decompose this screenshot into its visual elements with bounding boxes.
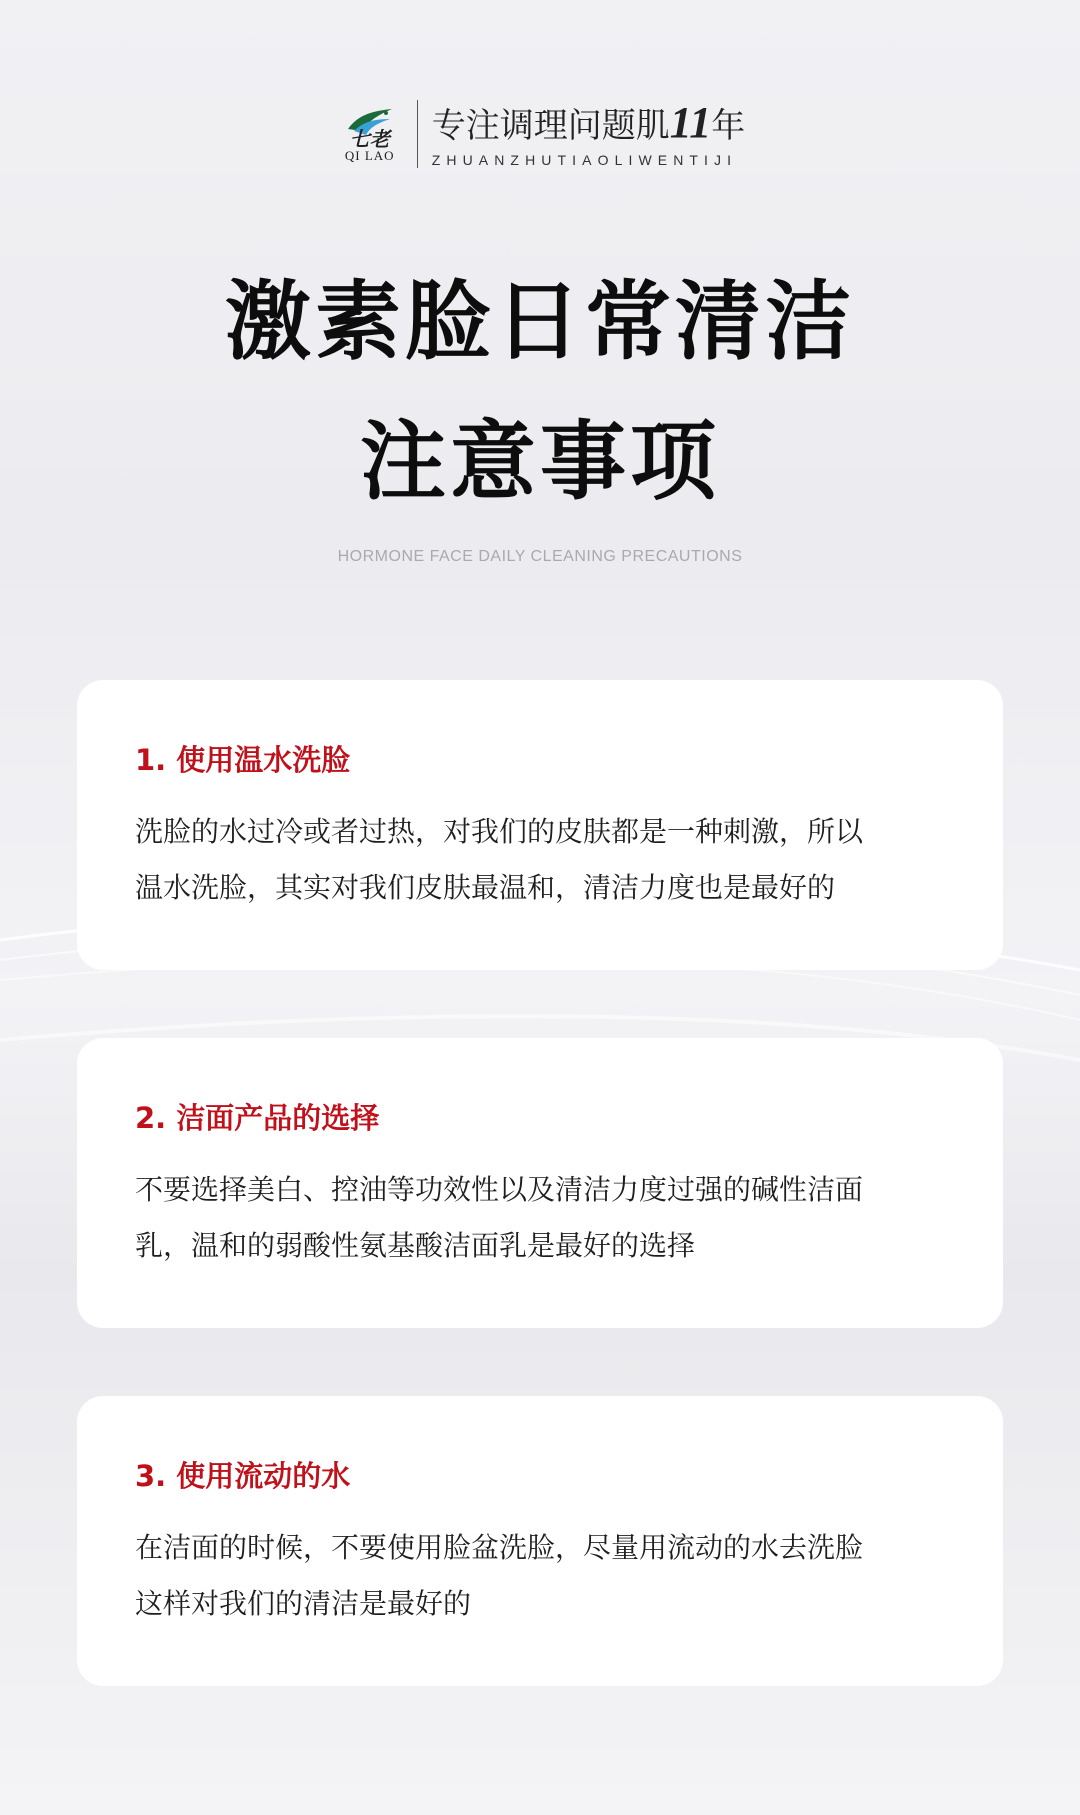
tip-body-line: 不要选择美白、控油等功效性以及清洁力度过强的碱性洁面 (135, 1173, 864, 1206)
header-divider (417, 100, 418, 168)
slogan-text (431, 97, 746, 148)
tip-body-line: 在洁面的时候，不要使用脸盆洗脸，尽量用流动的水去洗脸 (135, 1531, 864, 1564)
slogan-years: 11 (669, 97, 712, 147)
tip-body-line: 乳，温和的弱酸性氨基酸洁面乳是最好的选择 (135, 1229, 696, 1262)
slogan-prefix: 专注调理问题肌 (431, 105, 670, 146)
tip-heading: 2. 洁面产品的选择 (135, 1101, 380, 1135)
tip-body (135, 804, 945, 916)
tip-body-line: 洗脸的水过冷或者过热，对我们的皮肤都是一种刺激，所以 (135, 815, 864, 848)
slogan-pinyin: ZHUANZHUTIAOLIWENTIJI (431, 151, 738, 168)
slogan-suffix: 年 (711, 105, 746, 146)
tip-body-line: 温水洗脸，其实对我们皮肤最温和，清洁力度也是最好的 (135, 871, 836, 904)
logo-en-text: QI LAO (344, 148, 395, 163)
brand-header (0, 97, 1080, 168)
logo-cn-text: 七老 (349, 127, 390, 151)
tip-body (135, 1520, 945, 1632)
tip-body (135, 1162, 945, 1274)
tip-heading: 1. 使用温水洗脸 (135, 743, 351, 777)
tip-body-line: 这样对我们的清洁是最好的 (135, 1587, 472, 1620)
tip-card-2 (77, 1038, 1003, 1328)
slogan (431, 97, 746, 168)
brand-logo (335, 105, 405, 163)
page-subtitle: HORMONE FACE DAILY CLEANING PRECAUTIONS (337, 548, 743, 565)
tip-card-1 (77, 680, 1003, 970)
page-title-line-1: 激素脸日常清洁 (225, 272, 855, 372)
page-title-line-2: 注意事项 (360, 412, 720, 512)
tip-heading: 3. 使用流动的水 (135, 1459, 351, 1493)
tip-card-3 (77, 1396, 1003, 1686)
